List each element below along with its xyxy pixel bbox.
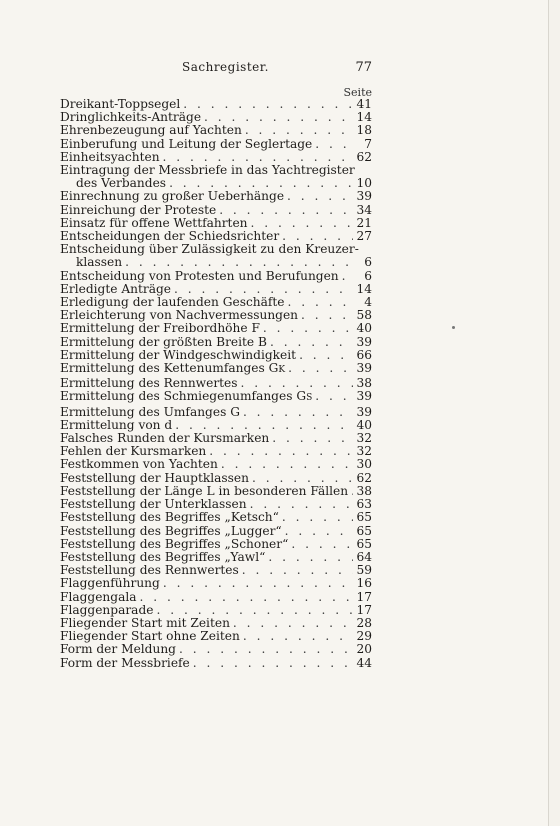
dot-leader bbox=[243, 630, 354, 643]
entry-label: Feststellung der Unterklassen bbox=[60, 497, 247, 512]
entry-label: Feststellung der Länge L in besonderen Fällen bbox=[60, 483, 349, 498]
entry-page-number: 39 bbox=[356, 361, 372, 376]
paper-speck bbox=[452, 326, 455, 329]
index-entry bbox=[60, 362, 372, 377]
dot-leader bbox=[270, 336, 354, 349]
entry-label: Falsches Runden der Kursmarken bbox=[60, 431, 270, 446]
entry-symbol-subscript: S bbox=[306, 393, 313, 404]
entry-label: Form der Meldung bbox=[60, 642, 176, 657]
dot-leader bbox=[243, 406, 354, 419]
entry-label: Ermittelung des Rennwertes bbox=[60, 376, 238, 391]
index-entry bbox=[60, 190, 372, 203]
index-entry bbox=[60, 604, 372, 617]
entry-label: Ermittelung der Freibordhöhe F bbox=[60, 321, 260, 336]
index-entry bbox=[60, 406, 372, 419]
dot-leader bbox=[268, 551, 353, 564]
entry-page-number: 39 bbox=[356, 189, 372, 204]
entry-page-number: 40 bbox=[356, 321, 372, 336]
page-number: 77 bbox=[355, 60, 372, 75]
entry-page-number: 14 bbox=[356, 110, 372, 125]
entry-page-number: 65 bbox=[356, 536, 372, 551]
entry-page-number: 17 bbox=[356, 589, 372, 604]
entry-label bbox=[60, 362, 285, 377]
entry-page-number: 28 bbox=[356, 615, 372, 630]
dot-leader bbox=[315, 390, 353, 403]
entry-page-number: 27 bbox=[356, 229, 372, 244]
dot-leader bbox=[163, 577, 354, 590]
entry-page-number: 14 bbox=[356, 281, 372, 296]
index-entry bbox=[60, 657, 372, 670]
index-entry-line: Eintragung der Messbriefe in das Yachtregister bbox=[60, 163, 355, 178]
entry-label: Feststellung der Hauptklassen bbox=[60, 470, 249, 485]
entry-label: Ehrenbezeugung auf Yachten bbox=[60, 123, 242, 138]
entry-page-number: 32 bbox=[356, 431, 372, 446]
dot-leader bbox=[291, 538, 353, 551]
entry-label: Erledigung der laufenden Geschäfte bbox=[60, 295, 285, 310]
entry-page-number: 65 bbox=[356, 523, 372, 538]
entry-label: Flaggenführung bbox=[60, 576, 160, 591]
entry-page-number: 59 bbox=[356, 563, 372, 578]
entry-page-number: 30 bbox=[356, 457, 372, 472]
entry-page-number: 64 bbox=[356, 549, 372, 564]
entry-label: Festkommen von Yachten bbox=[60, 457, 218, 472]
entry-symbol: G bbox=[296, 389, 307, 404]
entry-label: Ermittelung der größten Breite B bbox=[60, 334, 267, 349]
entry-label: Entscheidungen der Schiedsrichter bbox=[60, 229, 280, 244]
entry-page-number: 58 bbox=[356, 308, 372, 323]
entry-label: Feststellung des Begriffes „Yawl“ bbox=[60, 549, 266, 564]
dot-leader bbox=[193, 657, 354, 670]
entry-page-number: 65 bbox=[356, 510, 372, 525]
entry-page-number: 41 bbox=[356, 97, 372, 111]
entry-page-number: 6 bbox=[364, 255, 372, 270]
entry-label: Entscheidung von Protesten und Berufungen bbox=[60, 268, 339, 283]
entry-page-number: 38 bbox=[356, 376, 372, 391]
dot-leader bbox=[221, 458, 354, 471]
entry-label: Erleichterung von Nachvermessungen bbox=[60, 308, 299, 323]
dot-leader bbox=[315, 138, 355, 151]
entry-label: Einsatz für offene Wettfahrten bbox=[60, 215, 248, 230]
index-entries bbox=[60, 98, 372, 670]
entry-page-number: 21 bbox=[356, 215, 372, 230]
dot-leader bbox=[263, 322, 354, 335]
index-entry bbox=[60, 577, 372, 590]
entry-label: Erledigte Anträge bbox=[60, 281, 171, 296]
entry-label-text: Ermittelung des Schmiegenumfanges bbox=[60, 389, 293, 404]
dot-leader bbox=[351, 485, 353, 498]
entry-label: Form der Messbriefe bbox=[60, 655, 190, 670]
entry-label: des Verbandes bbox=[76, 176, 167, 191]
entry-page-number: 4 bbox=[364, 295, 372, 310]
entry-label: Fliegender Start mit Zeiten bbox=[60, 615, 230, 630]
index-entry bbox=[60, 591, 372, 604]
entry-label-text: Ermittelung des Kettenumfanges bbox=[60, 361, 265, 376]
entry-label: Ermittelung des Umfanges G bbox=[60, 404, 240, 419]
dot-leader bbox=[125, 256, 355, 269]
index-entry bbox=[60, 458, 372, 471]
entry-page-number: 17 bbox=[356, 602, 372, 617]
index-entry bbox=[60, 204, 372, 217]
dot-leader bbox=[245, 124, 354, 137]
entry-page-number: 18 bbox=[356, 123, 372, 138]
dot-leader bbox=[252, 472, 354, 485]
dot-leader bbox=[209, 445, 353, 458]
entry-label: Fliegender Start ohne Zeiten bbox=[60, 629, 240, 644]
page-header bbox=[60, 60, 372, 75]
entry-page-number: 16 bbox=[356, 576, 372, 591]
entry-page-number: 44 bbox=[356, 655, 372, 670]
dot-leader bbox=[179, 643, 353, 656]
entry-label: Flaggenparade bbox=[60, 602, 154, 617]
running-title: Sachregister. bbox=[182, 60, 269, 74]
entry-page-number: 29 bbox=[356, 629, 372, 644]
entry-page-number: 6 bbox=[364, 268, 372, 283]
entry-label: Ermittelung der Windgeschwindigkeit bbox=[60, 347, 297, 362]
entry-label: Feststellung des Rennwertes bbox=[60, 563, 239, 578]
dot-leader bbox=[272, 432, 353, 445]
index-entry bbox=[60, 538, 372, 551]
index-entry bbox=[60, 472, 372, 485]
entry-label: Flaggengala bbox=[60, 589, 137, 604]
entry-label: Ermittelung von d bbox=[60, 417, 173, 432]
dot-leader bbox=[242, 564, 354, 577]
entry-symbol-subscript: K bbox=[278, 365, 286, 376]
dot-leader bbox=[287, 190, 353, 203]
index-entry bbox=[60, 322, 372, 335]
index-entry-line: Entscheidung über Zulässigkeit zu den Kreuzer- bbox=[60, 242, 359, 257]
index-entry bbox=[60, 256, 372, 269]
entry-page-number: 32 bbox=[356, 444, 372, 459]
index-entry bbox=[60, 336, 372, 349]
entry-page-number: 38 bbox=[356, 483, 372, 498]
entry-label: Einheitsyachten bbox=[60, 149, 160, 164]
entry-page-number: 62 bbox=[356, 149, 372, 164]
dot-leader bbox=[342, 270, 355, 283]
entry-page-number: 66 bbox=[356, 347, 372, 362]
dot-leader bbox=[282, 511, 354, 524]
dot-leader bbox=[233, 617, 354, 630]
entry-label: Fehlen der Kursmarken bbox=[60, 444, 207, 459]
entry-page-number: 39 bbox=[356, 334, 372, 349]
entry-label: Feststellung des Begriffes „Ketsch“ bbox=[60, 510, 279, 525]
dot-leader bbox=[183, 98, 353, 111]
entry-page-number: 10 bbox=[356, 176, 372, 191]
entry-page-number: 40 bbox=[356, 417, 372, 432]
entry-symbol: G bbox=[268, 361, 279, 376]
index-entry bbox=[60, 270, 372, 283]
index-entry bbox=[60, 525, 372, 538]
entry-page-number: 62 bbox=[356, 470, 372, 485]
column-label-seite: Seite bbox=[343, 86, 372, 99]
entry-page-number: 63 bbox=[356, 497, 372, 512]
entry-label bbox=[60, 390, 312, 405]
dot-leader bbox=[156, 604, 353, 617]
dot-leader bbox=[288, 362, 353, 375]
index-entry bbox=[60, 390, 372, 405]
dot-leader bbox=[299, 349, 353, 362]
entry-label: klassen bbox=[76, 255, 123, 270]
entry-page-number: 7 bbox=[364, 136, 372, 151]
index-entry bbox=[60, 124, 372, 137]
entry-label: Einrechnung zu großer Ueberhänge bbox=[60, 189, 285, 204]
entry-page-number: 20 bbox=[356, 642, 372, 657]
index-entry bbox=[60, 138, 372, 151]
entry-page-number: 34 bbox=[356, 202, 372, 217]
dot-leader bbox=[140, 591, 354, 604]
entry-label: Feststellung des Begriffes „Schoner“ bbox=[60, 536, 289, 551]
entry-page-number: 39 bbox=[356, 404, 372, 419]
dot-leader bbox=[219, 204, 353, 217]
entry-label: Einreichung der Proteste bbox=[60, 202, 217, 217]
dot-leader bbox=[301, 309, 353, 322]
entry-label: Dreikant-Toppsegel bbox=[60, 97, 181, 111]
entry-label: Feststellung des Begriffes „Lugger“ bbox=[60, 523, 282, 538]
entry-label: Einberufung und Leitung der Seglertage bbox=[60, 136, 313, 151]
index-entry bbox=[60, 643, 372, 656]
index-entry bbox=[60, 511, 372, 524]
dot-leader bbox=[285, 525, 354, 538]
entry-page-number: 39 bbox=[356, 389, 372, 404]
entry-label: Dringlichkeits-Anträge bbox=[60, 110, 202, 125]
